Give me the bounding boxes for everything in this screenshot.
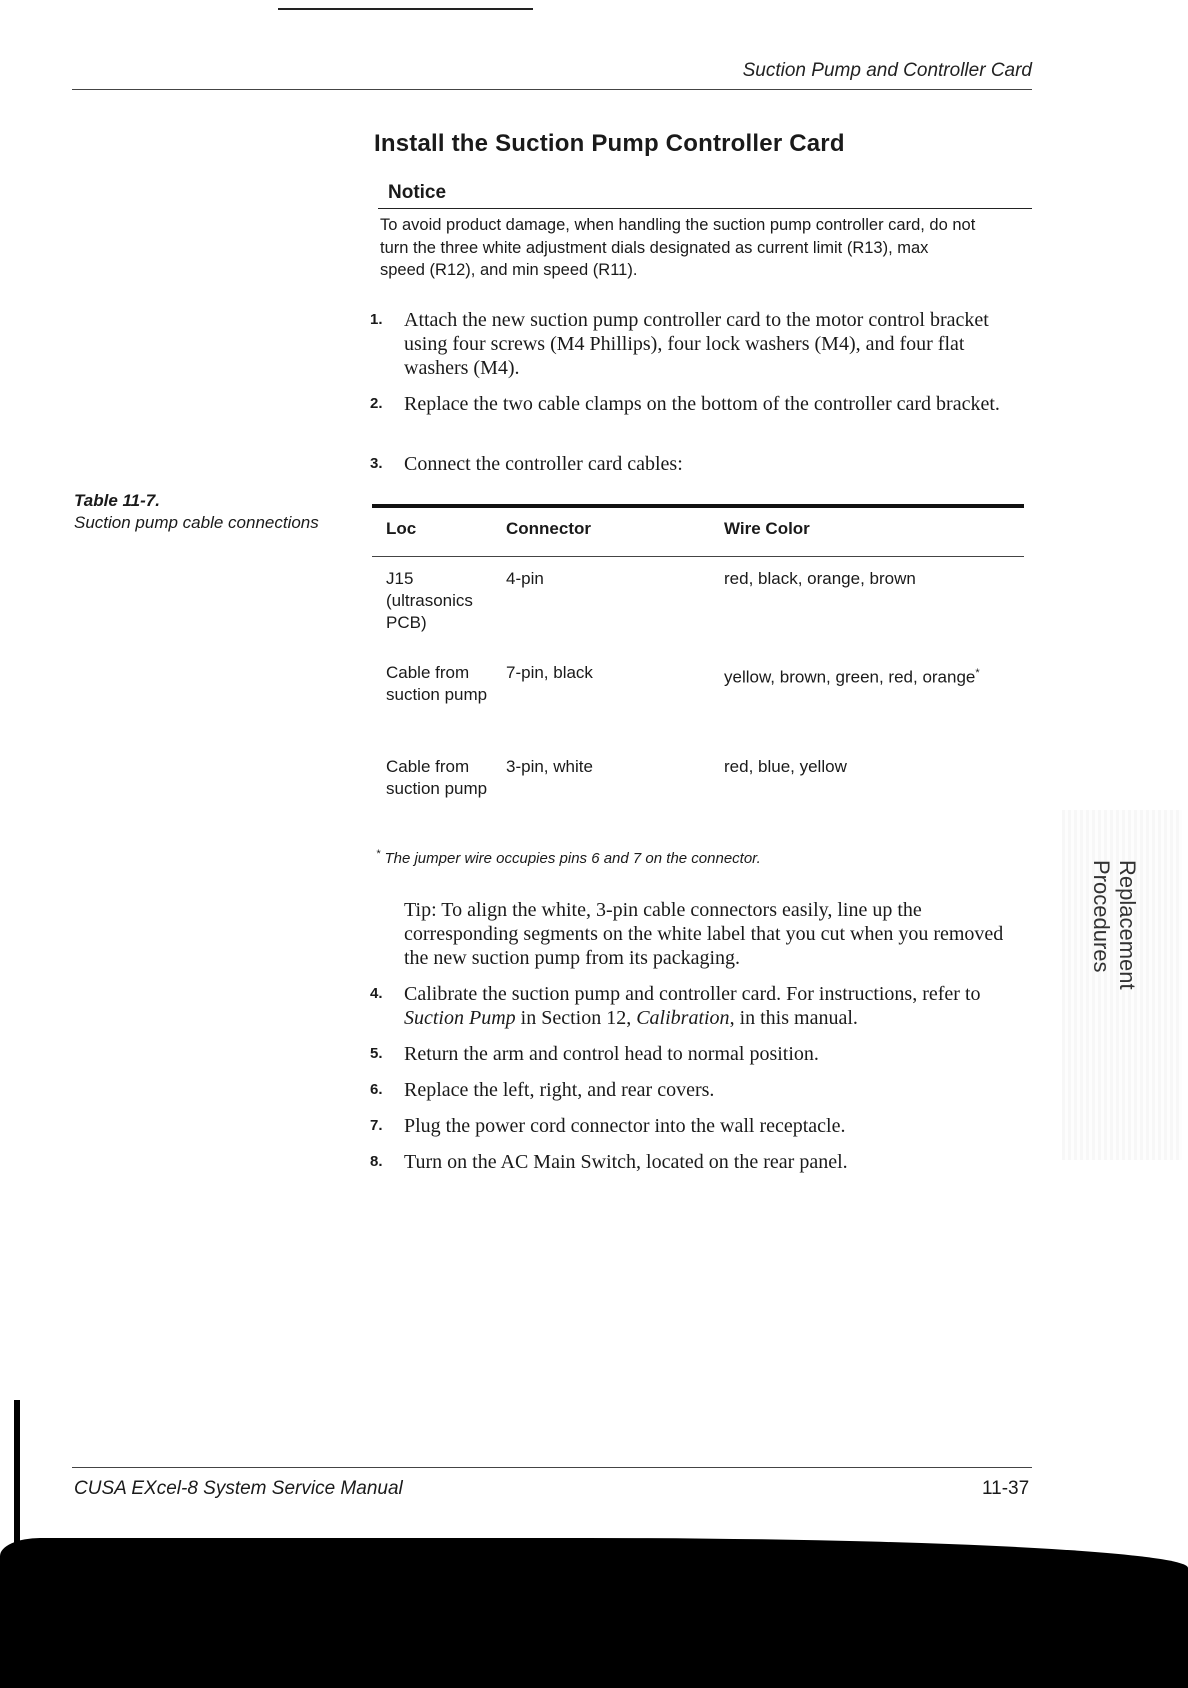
table-cell-connector: 4-pin	[506, 569, 544, 588]
cross-reference: Calibration	[636, 1007, 730, 1029]
table-top-rule	[372, 504, 1024, 508]
table-footnote	[376, 848, 761, 867]
table-cell-connector: 7-pin, black	[506, 663, 593, 682]
footer-manual-title: CUSA EXcel-8 System Service Manual	[74, 1478, 403, 1499]
step-number: 4.	[370, 985, 383, 1002]
step-text: Return the arm and control head to normal position.	[404, 1043, 819, 1065]
step-text: Plug the power cord connector into the wall receptacle.	[404, 1115, 846, 1137]
step-4	[370, 982, 1030, 1030]
footnote-marker: *	[376, 848, 381, 860]
step-text: Connect the controller card cables:	[404, 453, 683, 475]
cross-reference: Suction Pump	[404, 1007, 516, 1029]
footnote-marker: *	[975, 667, 980, 679]
step-text: Attach the new suction pump controller card to the motor control bracket using four screws (M4 Phillips), four lock washers (M4), and four flat washers (M4).	[404, 309, 989, 379]
step-number: 5.	[370, 1045, 383, 1062]
header-rule	[72, 89, 1032, 90]
footer-page-number: 11-37	[982, 1478, 1030, 1499]
steps-list-after	[370, 982, 1030, 1182]
table-header-connector: Connector	[506, 519, 591, 538]
running-header: Suction Pump and Controller Card	[742, 60, 1032, 81]
table-cell-wire	[724, 662, 1024, 689]
table-cell-loc: Cable from suction pump	[386, 757, 488, 798]
table-header-wire-color: Wire Color	[724, 519, 810, 538]
scan-bottom-shadow	[0, 1538, 1188, 1688]
step-number: 1.	[370, 311, 383, 328]
wire-color-text: yellow, brown, green, red, orange	[724, 667, 976, 687]
chapter-side-tab-label: Replacement Procedures	[1089, 860, 1140, 990]
table-header-rule	[372, 556, 1024, 557]
table-caption-text: Suction pump cable connections	[74, 513, 319, 532]
table-cell-wire	[724, 756, 1024, 778]
notice-title: Notice	[388, 182, 447, 203]
step-text: Replace the left, right, and rear covers.	[404, 1079, 715, 1101]
footer-rule	[72, 1467, 1032, 1468]
section-title: Install the Suction Pump Controller Card	[374, 130, 845, 157]
table-cell-loc: J15 (ultrasonics PCB)	[386, 569, 473, 632]
notice-line: turn the three white adjustment dials designated as current limit (R13), max	[380, 238, 929, 257]
step-text: Replace the two cable clamps on the bottom of the controller card bracket.	[404, 393, 1000, 415]
step-text-part: in Section 12,	[515, 1007, 637, 1029]
step-8	[370, 1150, 1030, 1174]
tip-text: Tip: To align the white, 3-pin cable connectors easily, line up the corresponding segments on the white label that you cut when you removed the new suction pump from its packaging.	[404, 899, 1004, 969]
table-cell-loc: Cable from suction pump	[386, 663, 488, 704]
step-3	[370, 452, 1030, 476]
table-cell-wire	[724, 568, 1024, 590]
table-caption-number: Table 11-7.	[74, 491, 160, 510]
notice-text	[380, 214, 1030, 282]
step-number: 3.	[370, 455, 383, 472]
footnote-text: The jumper wire occupies pins 6 and 7 on the connector.	[384, 850, 761, 867]
table-caption	[74, 490, 319, 534]
top-scan-stroke	[278, 8, 533, 10]
step-number: 2.	[370, 395, 383, 412]
step-6	[370, 1078, 1030, 1102]
notice-line: To avoid product damage, when handling the suction pump controller card, do not	[380, 216, 976, 234]
step-1	[370, 308, 1030, 380]
notice-rule	[378, 208, 1032, 209]
step-text	[404, 982, 1030, 1030]
wire-color-text: red, black, orange, brown	[724, 569, 916, 588]
scan-left-edge	[14, 1400, 20, 1550]
table-header-loc: Loc	[386, 519, 417, 538]
step-7	[370, 1114, 1030, 1138]
wire-color-text: red, blue, yellow	[724, 757, 847, 776]
step-5	[370, 1042, 1030, 1066]
notice-line: speed (R12), and min speed (R11).	[380, 261, 638, 279]
step-number: 7.	[370, 1117, 383, 1134]
steps-list-before	[370, 308, 1030, 478]
step-text: Turn on the AC Main Switch, located on the rear panel.	[404, 1151, 848, 1173]
step-text-part: Calibrate the suction pump and controller card. For instructions, refer to	[404, 983, 981, 1005]
table-cell-connector: 3-pin, white	[506, 757, 593, 776]
step-number: 8.	[370, 1153, 383, 1170]
step-text-part: , in this manual.	[729, 1007, 858, 1029]
step-number: 6.	[370, 1081, 383, 1098]
step-2	[370, 392, 1030, 416]
